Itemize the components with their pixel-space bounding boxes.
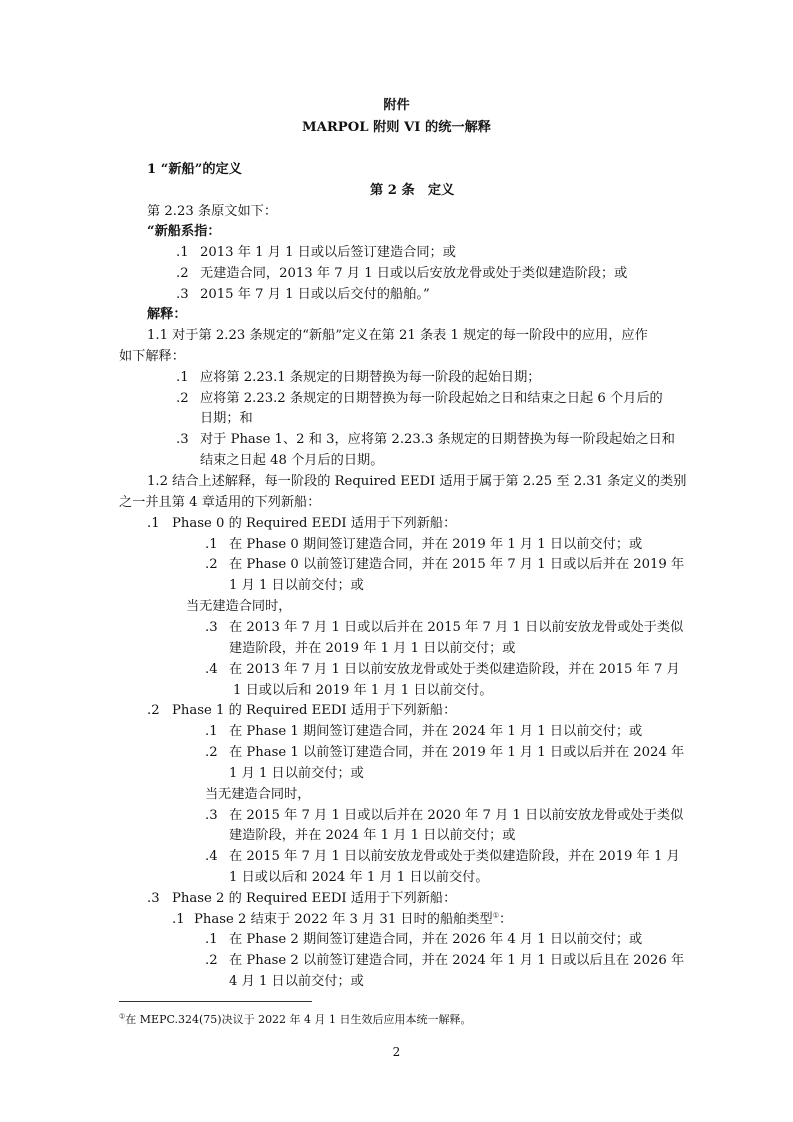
paragraph-1-1-line1: 1.1 对于第 2.23 条规定的“新船”定义在第 21 条表 1 规定的每一阶段中的应用，应作 (147, 328, 648, 343)
phase0-item-number: .2 (205, 557, 218, 572)
phase2-sub-label: Phase 2 结束于 2022 年 3 月 31 日时的船舶类型 (194, 912, 493, 927)
quote-item-number: .3 (176, 287, 189, 302)
quote-item-number: .1 (176, 245, 189, 260)
phase1-item-text: 在 Phase 1 期间签订建造合同，并在 2024 年 1 月 1 日以前交付；或 (229, 724, 643, 739)
article-heading: 第 2 条 定义 (370, 183, 455, 198)
list-item-text-cont: 日期；和 (200, 411, 253, 426)
phase1-item-text: 在 2015 年 7 月 1 日或以后并在 2020 年 7 月 1 日以前安放龙骨或处于类似 (229, 808, 684, 823)
phase0-no-contract: 当无建造合同时， (186, 599, 292, 614)
list-item-number: .3 (176, 432, 189, 447)
phase1-item-text-cont: 1 月 1 日以前交付；或 (229, 766, 364, 781)
phase1-item-text: 在 Phase 1 以前签订建造合同，并在 2019 年 1 月 1 日或以后并在 2024 年 (229, 745, 685, 760)
phase2-number: .3 (147, 891, 160, 906)
phase2-item-text: 在 Phase 2 以前签订建造合同，并在 2024 年 1 月 1 日或以后且在 2026 年 (229, 953, 685, 968)
interpretation-heading: 解释： (147, 307, 187, 322)
list-item-text: 对于 Phase 1、2 和 3，应将第 2.23.3 条规定的日期替换为每一阶段起始之日和 (200, 432, 675, 447)
quote-item-text: 2015 年 7 月 1 日或以后交付的船舶。” (200, 287, 430, 302)
phase0-item-text-cont: 1 月 1 日以前交付；或 (229, 578, 364, 593)
phase1-item-text: 在 2015 年 7 月 1 日以前安放龙骨或处于类似建造阶段，并在 2019 年 1 月 (229, 849, 680, 864)
footnote-text: 在 MEPC.324(75)决议于 2022 年 4 月 1 日生效后应用本统一解释。 (125, 1013, 472, 1026)
paragraph-1-2-line2: 之一并且第 4 章适用的下列新船： (119, 495, 321, 510)
phase0-item-text: 在 Phase 0 期间签订建造合同，并在 2019 年 1 月 1 日以前交付；或 (229, 537, 643, 552)
footnote (119, 1011, 472, 1029)
annex-label: 附件 (383, 98, 410, 113)
quote-item-text: 2013 年 1 月 1 日或以后签订建造合同；或 (200, 245, 456, 260)
phase0-item-text-cont: 1 日或以后和 2019 年 1 月 1 日以前交付。 (233, 683, 493, 698)
list-item-text-cont: 结束之日起 48 个月后的日期。 (200, 453, 384, 468)
phase0-heading: Phase 0 的 Required EEDI 适用于下列新船： (172, 516, 457, 531)
paragraph-1-1-line2: 如下解释： (119, 349, 185, 364)
phase0-item-number: .3 (205, 620, 218, 635)
phase1-item-text-cont: 1 日或以后和 2024 年 1 月 1 日以前交付。 (229, 870, 489, 885)
phase1-item-text-cont: 建造阶段，并在 2024 年 1 月 1 日以前交付；或 (229, 828, 516, 843)
quote-item-number: .2 (176, 266, 189, 281)
phase1-item-number: .3 (205, 808, 218, 823)
phase2-item-number: .1 (205, 932, 218, 947)
list-item-text: 应将第 2.23.1 条规定的日期替换为每一阶段的起始日期； (200, 370, 541, 385)
section-heading: 1 “新船”的定义 (147, 162, 242, 177)
paragraph-1-2-line1: 1.2 结合上述解释，每一阶段的 Required EEDI 适用于属于第 2.25 至 2.31 条定义的类别 (147, 474, 687, 489)
phase2-item-number: .2 (205, 953, 218, 968)
phase0-item-text: 在 2013 年 7 月 1 日或以后并在 2015 年 7 月 1 日以前安放龙骨或处于类似 (229, 620, 684, 635)
page-number: 2 (392, 1045, 401, 1059)
phase2-item-text: 在 Phase 2 期间签订建造合同，并在 2026 年 4 月 1 日以前交付；或 (229, 932, 643, 947)
quote-start: “新船系指： (147, 224, 221, 239)
footnote-mark: ① (119, 1012, 126, 1021)
phase0-item-text: 在 2013 年 7 月 1 日以前安放龙骨或处于类似建造阶段，并在 2015 年 7 月 (229, 662, 680, 677)
footnote-reference: ① (492, 911, 499, 920)
phase2-sub-number: .1 (172, 912, 185, 927)
document-title: MARPOL 附则 VI 的统一解释 (302, 120, 491, 135)
phase0-item-text-cont: 建造阶段，并在 2019 年 1 月 1 日以前交付；或 (229, 641, 516, 656)
phase0-item-number: .4 (205, 662, 218, 677)
list-item-text: 应将第 2.23.2 条规定的日期替换为每一阶段起始之日和结束之日起 6 个月后的 (200, 391, 663, 406)
footnote-divider (119, 1001, 312, 1002)
intro-text: 第 2.23 条原文如下： (147, 204, 278, 219)
phase0-item-text: 在 Phase 0 以前签订建造合同，并在 2015 年 7 月 1 日或以后并在 2019 年 (229, 557, 685, 572)
list-item-number: .2 (176, 391, 189, 406)
phase1-no-contract: 当无建造合同时， (205, 787, 311, 802)
list-item-number: .1 (176, 370, 189, 385)
phase1-number: .2 (147, 703, 160, 718)
phase1-item-number: .1 (205, 724, 218, 739)
phase2-item-text-cont: 4 月 1 日以前交付；或 (229, 974, 364, 989)
phase1-heading: Phase 1 的 Required EEDI 适用于下列新船： (172, 703, 457, 718)
phase1-item-number: .2 (205, 745, 218, 760)
phase2-sub-text: Phase 2 结束于 2022 年 3 月 31 日时的船舶类型①： (194, 911, 513, 927)
phase2-heading: Phase 2 的 Required EEDI 适用于下列新船： (172, 891, 457, 906)
phase0-number: .1 (147, 516, 160, 531)
quote-item-text: 无建造合同，2013 年 7 月 1 日或以后安放龙骨或处于类似建造阶段；或 (200, 266, 628, 281)
phase1-item-number: .4 (205, 849, 218, 864)
phase0-item-number: .1 (205, 537, 218, 552)
